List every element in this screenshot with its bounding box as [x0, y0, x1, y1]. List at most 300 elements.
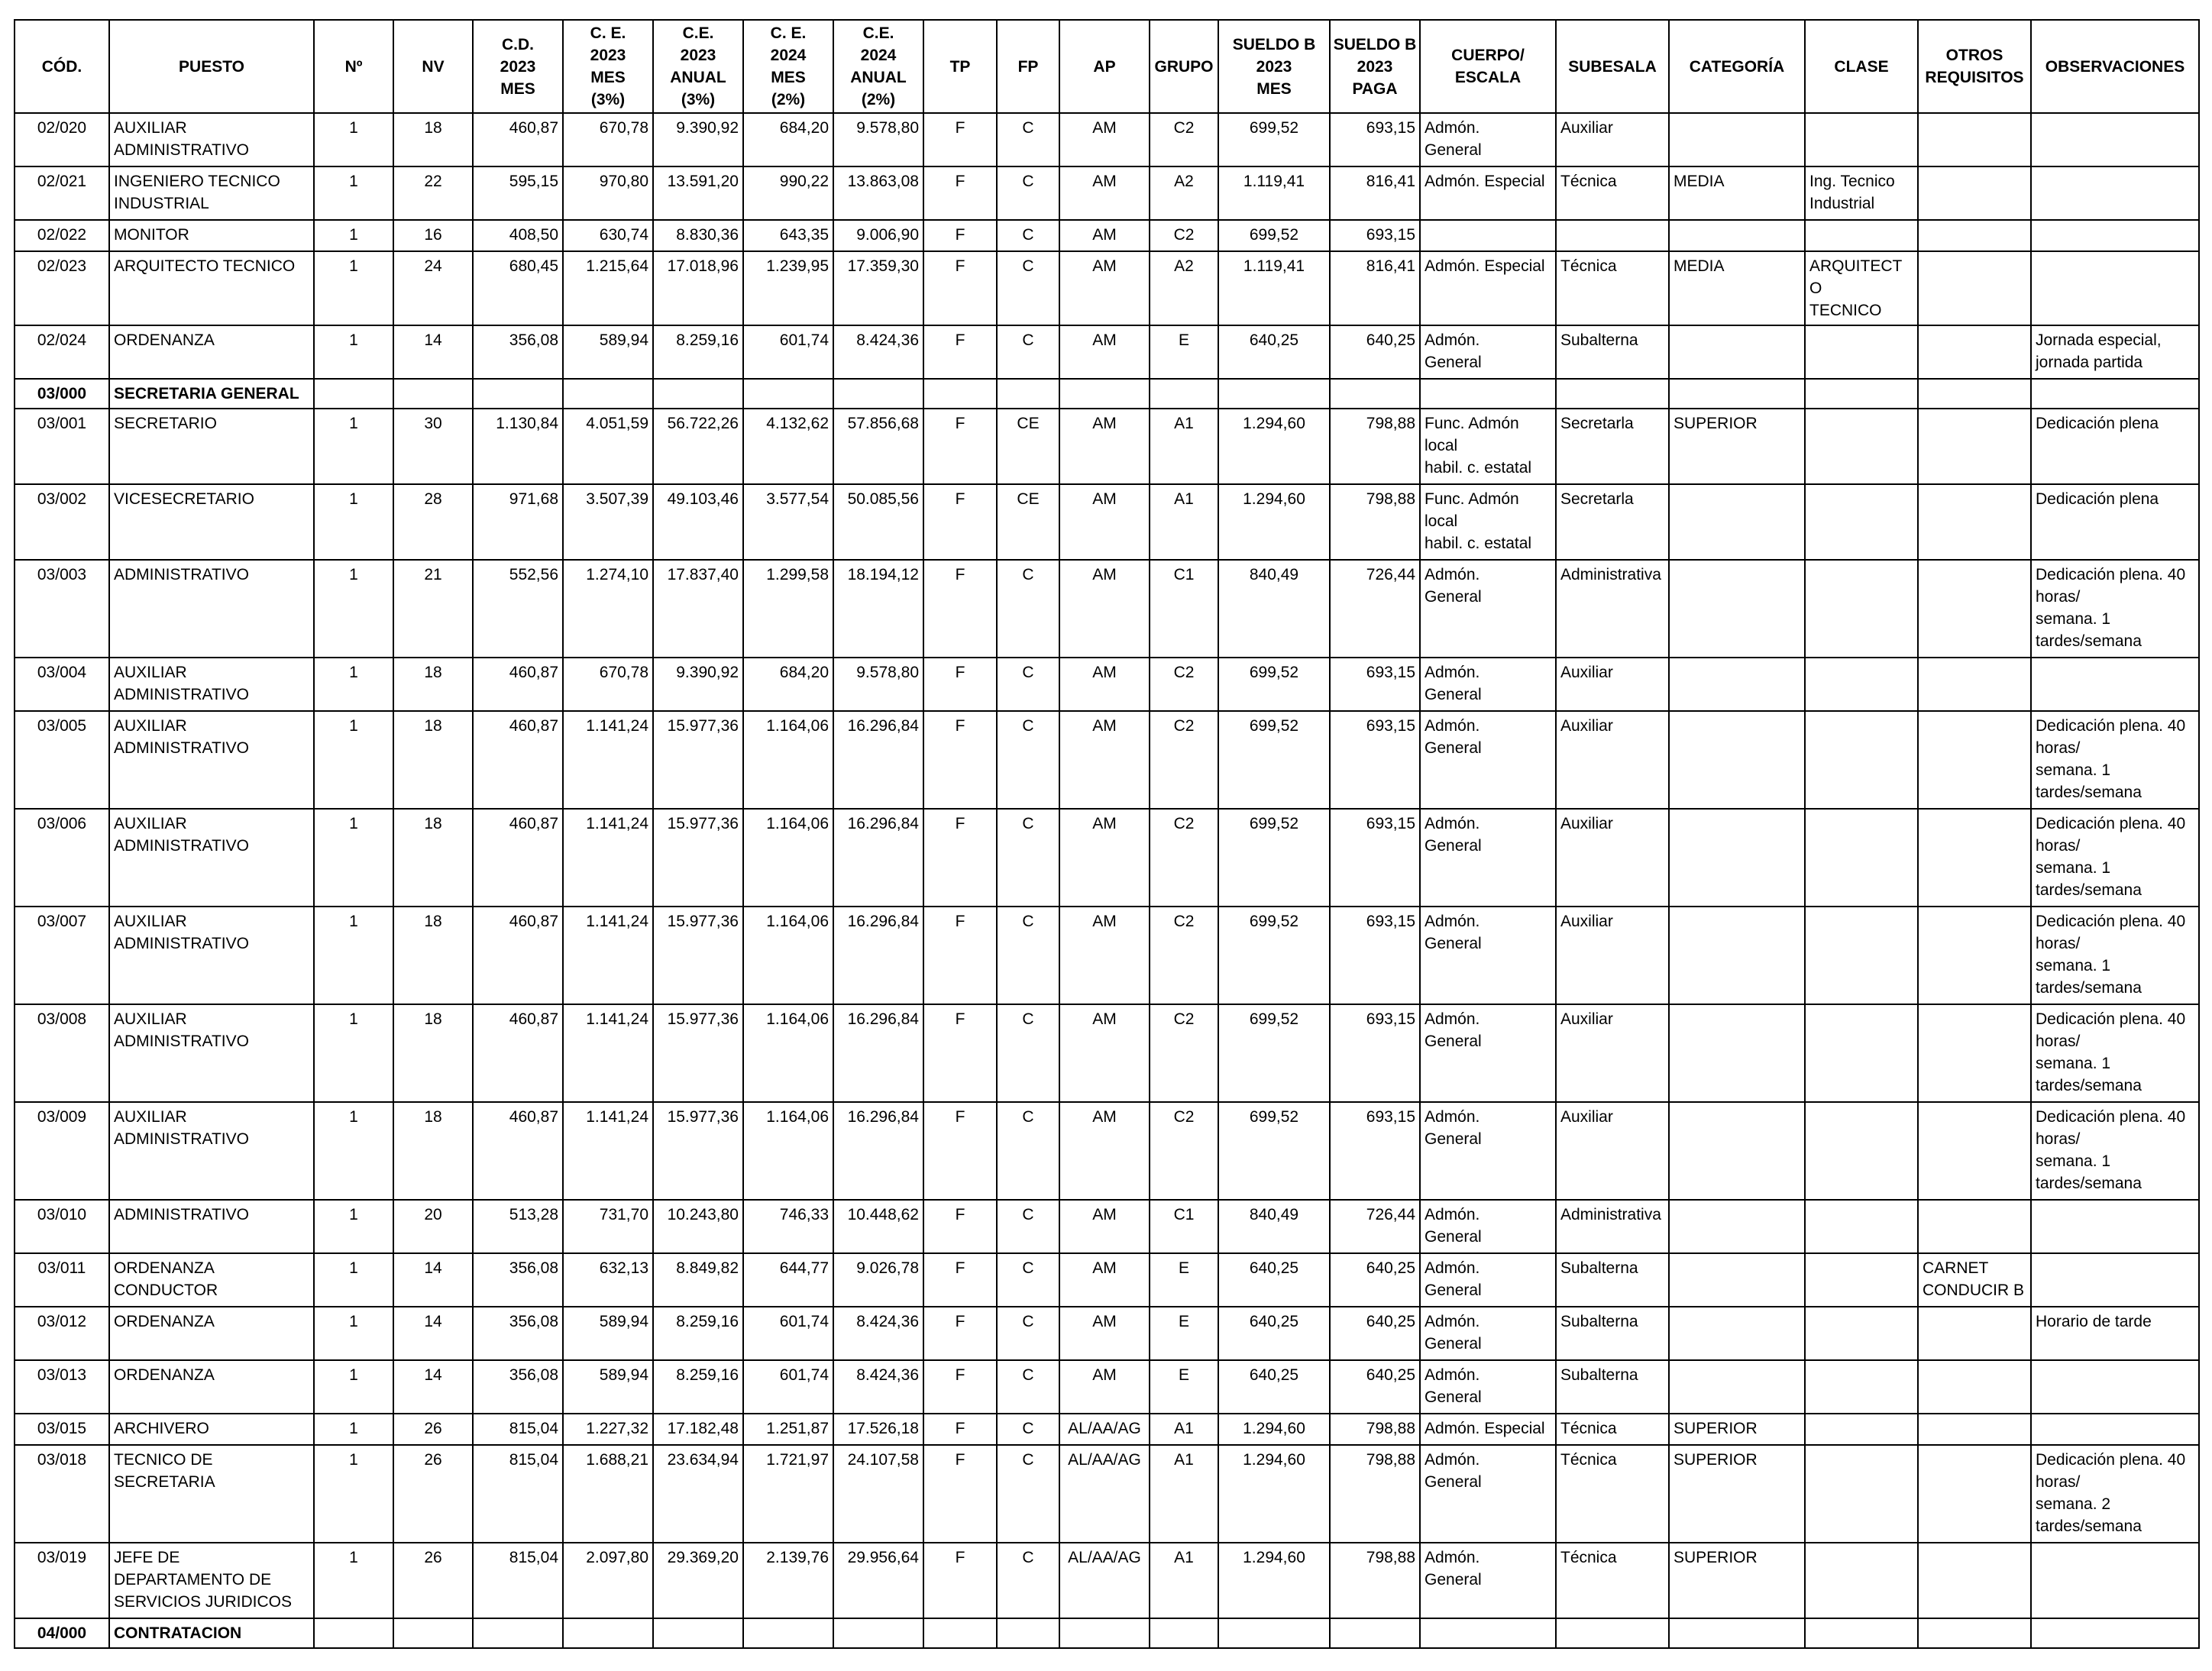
- table-cell: Subalterna: [1556, 1307, 1669, 1360]
- table-cell: ARQUITECTO TECNICO: [109, 251, 314, 325]
- table-cell: 670,78: [563, 658, 653, 711]
- table-cell: F: [923, 409, 997, 484]
- table-cell: F: [923, 1102, 997, 1200]
- table-cell: 03/011: [15, 1253, 109, 1307]
- table-cell: [1420, 1618, 1556, 1648]
- table-row: [15, 1307, 2199, 1360]
- table-cell: C2: [1150, 1004, 1218, 1102]
- table-cell: C1: [1150, 1200, 1218, 1253]
- table-cell: AM: [1059, 907, 1150, 1004]
- table-cell: Subalterna: [1556, 1360, 1669, 1414]
- table-cell: 640,25: [1218, 1307, 1330, 1360]
- table-cell: 24.107,58: [833, 1445, 923, 1543]
- table-cell: [1918, 1004, 2031, 1102]
- table-cell: Administrativa: [1556, 560, 1669, 658]
- table-cell: 8.259,16: [653, 1307, 743, 1360]
- section-title: SECRETARIA GENERAL: [109, 379, 314, 409]
- table-cell: C: [997, 809, 1059, 907]
- table-cell: Admón. General: [1420, 711, 1556, 809]
- table-cell: Dedicación plena. 40 horas/ semana. 1 tardes/semana: [2031, 711, 2199, 809]
- table-cell: Auxiliar: [1556, 907, 1669, 1004]
- table-cell: A1: [1150, 484, 1218, 560]
- table-cell: C: [997, 1360, 1059, 1414]
- table-cell: F: [923, 1414, 997, 1445]
- table-cell: Ing. Tecnico Industrial: [1805, 166, 1918, 220]
- table-cell: 03/015: [15, 1414, 109, 1445]
- table-cell: C2: [1150, 711, 1218, 809]
- table-cell: 726,44: [1330, 1200, 1420, 1253]
- table-cell: 1.130,84: [473, 409, 563, 484]
- table-cell: [1918, 166, 2031, 220]
- table-cell: [1669, 1618, 1805, 1648]
- table-row: [15, 1445, 2199, 1543]
- table-cell: [393, 1618, 473, 1648]
- table-cell: AL/AA/AG: [1059, 1445, 1150, 1543]
- table-cell: [1918, 325, 2031, 379]
- table-cell: Admón. General: [1420, 113, 1556, 166]
- table-cell: [1218, 379, 1330, 409]
- table-cell: F: [923, 907, 997, 1004]
- table-cell: Dedicación plena. 40 horas/ semana. 2 tardes/semana: [2031, 1445, 2199, 1543]
- table-cell: [1669, 1360, 1805, 1414]
- table-cell: F: [923, 1445, 997, 1543]
- table-cell: AM: [1059, 711, 1150, 809]
- table-cell: [997, 379, 1059, 409]
- table-cell: Func. Admón local habil. c. estatal: [1420, 409, 1556, 484]
- column-header: PUESTO: [109, 20, 314, 113]
- table-cell: [1805, 409, 1918, 484]
- table-cell: 640,25: [1218, 1253, 1330, 1307]
- table-cell: 17.018,96: [653, 251, 743, 325]
- table-cell: [1669, 1200, 1805, 1253]
- table-cell: C2: [1150, 220, 1218, 251]
- table-cell: 16.296,84: [833, 907, 923, 1004]
- table-cell: 1.215,64: [563, 251, 653, 325]
- table-cell: AM: [1059, 658, 1150, 711]
- column-header: C. E. 2024 MES (2%): [743, 20, 833, 113]
- table-cell: 49.103,46: [653, 484, 743, 560]
- table-cell: 8.424,36: [833, 1307, 923, 1360]
- table-cell: 1: [314, 1543, 393, 1618]
- table-cell: AUXILIAR ADMINISTRATIVO: [109, 1004, 314, 1102]
- table-cell: 990,22: [743, 166, 833, 220]
- table-cell: Dedicación plena. 40 horas/ semana. 1 tardes/semana: [2031, 560, 2199, 658]
- table-cell: 640,25: [1330, 325, 1420, 379]
- table-cell: [1669, 220, 1805, 251]
- table-cell: 693,15: [1330, 658, 1420, 711]
- table-cell: Técnica: [1556, 1414, 1669, 1445]
- table-cell: E: [1150, 325, 1218, 379]
- table-cell: 798,88: [1330, 1445, 1420, 1543]
- table-cell: AM: [1059, 113, 1150, 166]
- table-cell: 8.424,36: [833, 325, 923, 379]
- table-cell: CARNET CONDUCIR B: [1918, 1253, 2031, 1307]
- table-cell: Auxiliar: [1556, 113, 1669, 166]
- table-cell: F: [923, 251, 997, 325]
- table-cell: 4.051,59: [563, 409, 653, 484]
- table-cell: [314, 379, 393, 409]
- table-cell: Admón. Especial: [1420, 1414, 1556, 1445]
- table-cell: [1669, 658, 1805, 711]
- table-cell: CE: [997, 484, 1059, 560]
- table-cell: C: [997, 220, 1059, 251]
- table-cell: 815,04: [473, 1445, 563, 1543]
- table-cell: A1: [1150, 1445, 1218, 1543]
- table-cell: [1669, 1253, 1805, 1307]
- table-cell: 8.424,36: [833, 1360, 923, 1414]
- table-cell: A2: [1150, 251, 1218, 325]
- table-cell: 356,08: [473, 325, 563, 379]
- table-cell: [1805, 1414, 1918, 1445]
- table-cell: A2: [1150, 166, 1218, 220]
- table-cell: MEDIA: [1669, 166, 1805, 220]
- column-header: Nº: [314, 20, 393, 113]
- table-cell: 3.577,54: [743, 484, 833, 560]
- table-cell: 8.259,16: [653, 1360, 743, 1414]
- table-cell: [473, 379, 563, 409]
- table-cell: 680,45: [473, 251, 563, 325]
- table-cell: [1669, 560, 1805, 658]
- table-cell: 15.977,36: [653, 907, 743, 1004]
- table-cell: [1059, 379, 1150, 409]
- table-cell: [2031, 1360, 2199, 1414]
- table-cell: Admón. General: [1420, 658, 1556, 711]
- table-cell: 1.239,95: [743, 251, 833, 325]
- table-cell: 632,13: [563, 1253, 653, 1307]
- table-cell: 699,52: [1218, 1004, 1330, 1102]
- table-cell: E: [1150, 1253, 1218, 1307]
- table-cell: 630,74: [563, 220, 653, 251]
- table-cell: C: [997, 1253, 1059, 1307]
- table-cell: AM: [1059, 560, 1150, 658]
- table-row: [15, 1200, 2199, 1253]
- table-cell: 731,70: [563, 1200, 653, 1253]
- table-cell: [1556, 220, 1669, 251]
- table-cell: 552,56: [473, 560, 563, 658]
- table-cell: [2031, 1200, 2199, 1253]
- table-cell: Admón. General: [1420, 1102, 1556, 1200]
- table-cell: 699,52: [1218, 220, 1330, 251]
- table-cell: 03/003: [15, 560, 109, 658]
- column-header: AP: [1059, 20, 1150, 113]
- table-cell: 1: [314, 1414, 393, 1445]
- table-cell: 18: [393, 711, 473, 809]
- table-row: [15, 658, 2199, 711]
- table-cell: 9.390,92: [653, 658, 743, 711]
- table-cell: AM: [1059, 325, 1150, 379]
- table-cell: [1059, 1618, 1150, 1648]
- table-cell: [1918, 1307, 2031, 1360]
- table-cell: JEFE DE DEPARTAMENTO DE SERVICIOS JURIDICOS: [109, 1543, 314, 1618]
- table-cell: Técnica: [1556, 1445, 1669, 1543]
- table-cell: [1669, 113, 1805, 166]
- table-cell: [2031, 379, 2199, 409]
- table-cell: C: [997, 1445, 1059, 1543]
- column-header: C. E. 2023 MES (3%): [563, 20, 653, 113]
- table-cell: [1805, 1307, 1918, 1360]
- table-cell: 1.688,21: [563, 1445, 653, 1543]
- table-cell: [393, 379, 473, 409]
- table-cell: 1.119,41: [1218, 251, 1330, 325]
- table-cell: 03/004: [15, 658, 109, 711]
- table-cell: 15.977,36: [653, 1102, 743, 1200]
- column-header: C.E. 2023 ANUAL (3%): [653, 20, 743, 113]
- table-cell: 2.139,76: [743, 1543, 833, 1618]
- table-cell: [1918, 220, 2031, 251]
- column-header: CUERPO/ ESCALA: [1420, 20, 1556, 113]
- table-cell: AM: [1059, 166, 1150, 220]
- table-cell: AUXILIAR ADMINISTRATIVO: [109, 711, 314, 809]
- table-cell: 1.141,24: [563, 907, 653, 1004]
- table-cell: [1150, 379, 1218, 409]
- table-cell: 18: [393, 658, 473, 711]
- table-cell: 16.296,84: [833, 711, 923, 809]
- table-cell: AUXILIAR ADMINISTRATIVO: [109, 809, 314, 907]
- table-cell: 460,87: [473, 711, 563, 809]
- table-cell: 1.141,24: [563, 809, 653, 907]
- table-cell: C: [997, 1200, 1059, 1253]
- table-cell: 18: [393, 907, 473, 1004]
- table-cell: [653, 379, 743, 409]
- table-cell: [1805, 658, 1918, 711]
- table-cell: [2031, 1414, 2199, 1445]
- table-cell: AUXILIAR ADMINISTRATIVO: [109, 907, 314, 1004]
- section-title: CONTRATACION: [109, 1618, 314, 1648]
- table-cell: 8.259,16: [653, 325, 743, 379]
- table-cell: 699,52: [1218, 711, 1330, 809]
- table-cell: 684,20: [743, 113, 833, 166]
- table-cell: 1: [314, 166, 393, 220]
- table-row: [15, 113, 2199, 166]
- table-cell: 22: [393, 166, 473, 220]
- table-cell: [1805, 1200, 1918, 1253]
- table-cell: 28: [393, 484, 473, 560]
- table-cell: 726,44: [1330, 560, 1420, 658]
- column-header: SUELDO B 2023 MES: [1218, 20, 1330, 113]
- table-cell: 26: [393, 1414, 473, 1445]
- table-cell: 1.141,24: [563, 711, 653, 809]
- section-code: 04/000: [15, 1618, 109, 1648]
- table-cell: 57.856,68: [833, 409, 923, 484]
- table-body: [15, 113, 2199, 1648]
- table-cell: 1.141,24: [563, 1004, 653, 1102]
- table-cell: [1805, 1102, 1918, 1200]
- table-cell: 601,74: [743, 325, 833, 379]
- table-cell: [653, 1618, 743, 1648]
- table-cell: [1805, 560, 1918, 658]
- table-cell: 03/002: [15, 484, 109, 560]
- table-cell: [743, 379, 833, 409]
- table-cell: 589,94: [563, 1307, 653, 1360]
- table-cell: Dedicación plena. 40 horas/ semana. 1 tardes/semana: [2031, 1102, 2199, 1200]
- table-cell: 18: [393, 1004, 473, 1102]
- table-cell: 1: [314, 220, 393, 251]
- table-cell: 9.006,90: [833, 220, 923, 251]
- table-cell: C2: [1150, 113, 1218, 166]
- table-cell: 840,49: [1218, 560, 1330, 658]
- table-cell: Auxiliar: [1556, 1004, 1669, 1102]
- table-cell: 798,88: [1330, 409, 1420, 484]
- table-cell: [1669, 484, 1805, 560]
- table-cell: 10.243,80: [653, 1200, 743, 1253]
- column-header: CLASE: [1805, 20, 1918, 113]
- table-cell: C1: [1150, 560, 1218, 658]
- table-cell: [2031, 658, 2199, 711]
- table-cell: 03/001: [15, 409, 109, 484]
- table-cell: Admón. General: [1420, 1004, 1556, 1102]
- table-row: [15, 1414, 2199, 1445]
- table-cell: TECNICO DE SECRETARIA: [109, 1445, 314, 1543]
- table-cell: 601,74: [743, 1360, 833, 1414]
- table-cell: AM: [1059, 1200, 1150, 1253]
- table-cell: 18: [393, 809, 473, 907]
- table-cell: 03/009: [15, 1102, 109, 1200]
- table-cell: [923, 379, 997, 409]
- table-cell: F: [923, 809, 997, 907]
- table-cell: 56.722,26: [653, 409, 743, 484]
- table-cell: Admón. General: [1420, 1200, 1556, 1253]
- table-cell: 693,15: [1330, 907, 1420, 1004]
- table-cell: 1.164,06: [743, 809, 833, 907]
- table-cell: 18: [393, 1102, 473, 1200]
- table-cell: 02/020: [15, 113, 109, 166]
- table-cell: [1669, 1102, 1805, 1200]
- table-cell: 4.132,62: [743, 409, 833, 484]
- table-cell: Dedicación plena. 40 horas/ semana. 1 tardes/semana: [2031, 907, 2199, 1004]
- table-cell: F: [923, 113, 997, 166]
- table-cell: [923, 1618, 997, 1648]
- table-cell: 50.085,56: [833, 484, 923, 560]
- table-cell: [1150, 1618, 1218, 1648]
- table-cell: 29.369,20: [653, 1543, 743, 1618]
- table-cell: Admón. General: [1420, 1445, 1556, 1543]
- table-cell: 1: [314, 113, 393, 166]
- table-cell: INGENIERO TECNICO INDUSTRIAL: [109, 166, 314, 220]
- table-cell: 693,15: [1330, 809, 1420, 907]
- table-cell: [1330, 1618, 1420, 1648]
- table-cell: [1918, 1360, 2031, 1414]
- table-cell: 746,33: [743, 1200, 833, 1253]
- table-cell: 1: [314, 1102, 393, 1200]
- table-cell: ADMINISTRATIVO: [109, 560, 314, 658]
- table-cell: [1805, 1253, 1918, 1307]
- table-cell: 1.164,06: [743, 907, 833, 1004]
- table-row: [15, 409, 2199, 484]
- table-cell: 9.578,80: [833, 113, 923, 166]
- table-cell: 815,04: [473, 1414, 563, 1445]
- table-cell: A1: [1150, 409, 1218, 484]
- table-cell: 640,25: [1330, 1360, 1420, 1414]
- table-cell: 02/021: [15, 166, 109, 220]
- table-cell: [1805, 907, 1918, 1004]
- table-cell: [2031, 166, 2199, 220]
- table-cell: 16.296,84: [833, 809, 923, 907]
- table-cell: Secretarla: [1556, 409, 1669, 484]
- table-cell: 9.578,80: [833, 658, 923, 711]
- table-cell: 15.977,36: [653, 1004, 743, 1102]
- table-cell: 9.390,92: [653, 113, 743, 166]
- table-cell: 1.164,06: [743, 1102, 833, 1200]
- table-cell: 1.227,32: [563, 1414, 653, 1445]
- table-cell: SUPERIOR: [1669, 409, 1805, 484]
- table-cell: 693,15: [1330, 711, 1420, 809]
- table-cell: [1918, 907, 2031, 1004]
- table-cell: C: [997, 1004, 1059, 1102]
- table-cell: [743, 1618, 833, 1648]
- table-cell: C: [997, 1307, 1059, 1360]
- table-cell: 1: [314, 560, 393, 658]
- column-header: GRUPO: [1150, 20, 1218, 113]
- table-cell: C: [997, 166, 1059, 220]
- column-header: OBSERVACIONES: [2031, 20, 2199, 113]
- table-cell: 1.294,60: [1218, 1445, 1330, 1543]
- table-cell: 26: [393, 1543, 473, 1618]
- table-cell: 460,87: [473, 1102, 563, 1200]
- table-cell: 589,94: [563, 325, 653, 379]
- table-cell: AM: [1059, 484, 1150, 560]
- table-cell: Auxiliar: [1556, 711, 1669, 809]
- table-cell: 798,88: [1330, 484, 1420, 560]
- column-header: OTROS REQUISITOS: [1918, 20, 2031, 113]
- table-cell: Subalterna: [1556, 325, 1669, 379]
- table-cell: 21: [393, 560, 473, 658]
- table-cell: 29.956,64: [833, 1543, 923, 1618]
- table-cell: 03/005: [15, 711, 109, 809]
- table-cell: C2: [1150, 907, 1218, 1004]
- table-cell: [1805, 1445, 1918, 1543]
- table-cell: ORDENANZA: [109, 325, 314, 379]
- table-cell: Técnica: [1556, 166, 1669, 220]
- table-cell: C: [997, 907, 1059, 1004]
- table-cell: [2031, 1543, 2199, 1618]
- table-cell: [1918, 1445, 2031, 1543]
- table-cell: 14: [393, 325, 473, 379]
- table-cell: 03/012: [15, 1307, 109, 1360]
- column-header: SUELDO B 2023 PAGA: [1330, 20, 1420, 113]
- table-cell: F: [923, 711, 997, 809]
- table-cell: Técnica: [1556, 1543, 1669, 1618]
- table-cell: C2: [1150, 809, 1218, 907]
- table-cell: 03/008: [15, 1004, 109, 1102]
- table-cell: Admón. General: [1420, 809, 1556, 907]
- table-cell: 14: [393, 1307, 473, 1360]
- table-cell: F: [923, 484, 997, 560]
- table-cell: AUXILIAR ADMINISTRATIVO: [109, 113, 314, 166]
- table-row: [15, 1102, 2199, 1200]
- table-cell: 595,15: [473, 166, 563, 220]
- table-cell: 8.830,36: [653, 220, 743, 251]
- table-cell: 699,52: [1218, 658, 1330, 711]
- table-cell: F: [923, 325, 997, 379]
- table-cell: 1: [314, 1360, 393, 1414]
- table-cell: 640,25: [1330, 1307, 1420, 1360]
- table-cell: 02/023: [15, 251, 109, 325]
- table-cell: 1.294,60: [1218, 484, 1330, 560]
- table-cell: [1420, 379, 1556, 409]
- table-cell: 670,78: [563, 113, 653, 166]
- table-header: [15, 20, 2199, 113]
- table-cell: [1918, 251, 2031, 325]
- table-cell: 13.863,08: [833, 166, 923, 220]
- table-cell: Admón. General: [1420, 325, 1556, 379]
- table-cell: [1805, 809, 1918, 907]
- table-row: [15, 809, 2199, 907]
- table-cell: [1918, 809, 2031, 907]
- table-cell: Admón. General: [1420, 560, 1556, 658]
- table-cell: 1: [314, 658, 393, 711]
- table-cell: [2031, 1253, 2199, 1307]
- table-cell: Dedicación plena: [2031, 409, 2199, 484]
